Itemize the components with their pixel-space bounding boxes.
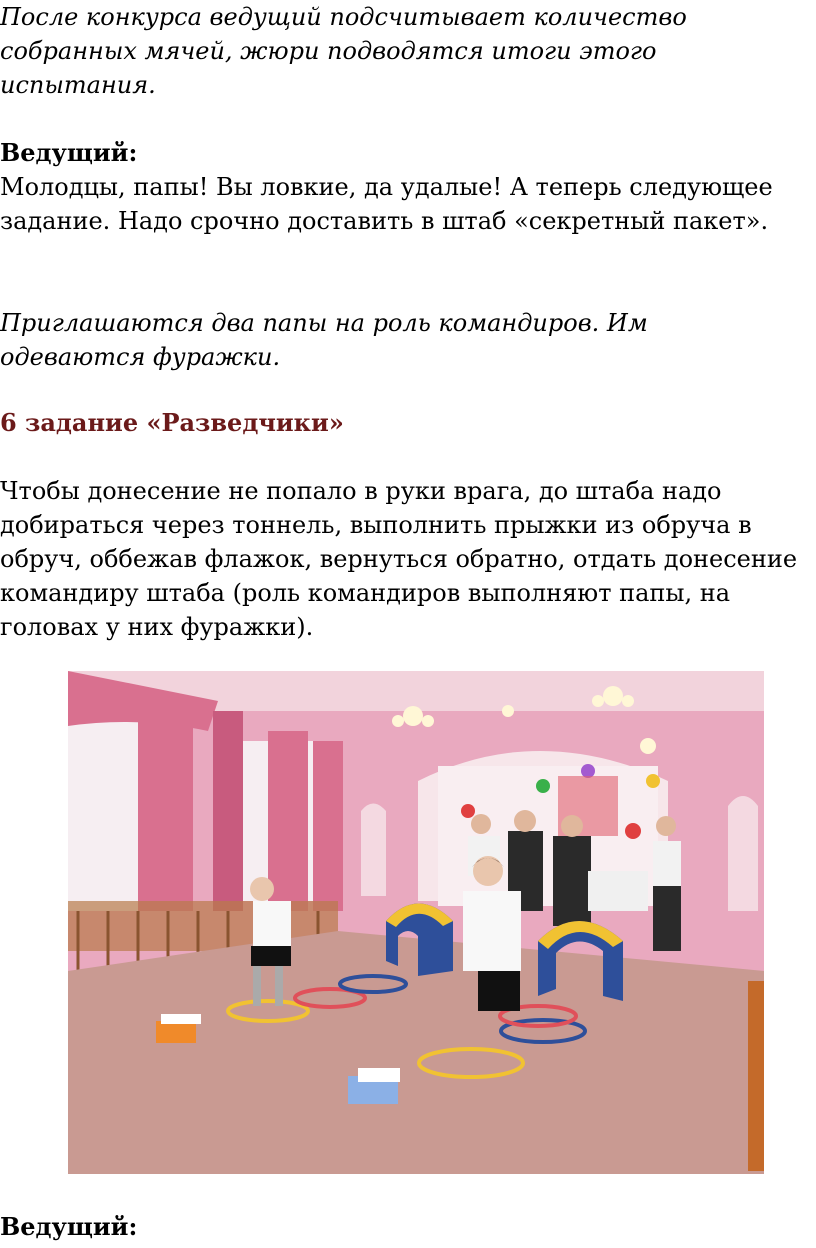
event-photo	[68, 671, 764, 1174]
intro-paragraph: После конкурса ведущий подсчитывает количество собранных мячей, жюри подводятся итоги этого испытания.	[0, 3, 687, 99]
instruction-paragraph: Приглашаются два папы на роль командиров. Им одеваются фуражки.	[0, 309, 648, 371]
speaker-label-2: Ведущий:	[0, 1212, 138, 1241]
speaker-label: Ведущий:	[0, 138, 138, 167]
task-heading: 6 задание «Разведчики»	[0, 408, 344, 437]
task-paragraph: Чтобы донесение не попало в руки врага, до штаба надо добираться через тоннель, выполнить прыжки из обруча в обруч, оббежав флажок, вернуться обратно, отдать донесение командиру штаба (роль командиров выполняют папы, на головах у них фуражки).	[0, 477, 798, 641]
speaker-paragraph: Молодцы, папы! Вы ловкие, да удалые! А теперь следующее задание. Надо срочно доставить в штаб «секретный пакет».	[0, 173, 773, 235]
